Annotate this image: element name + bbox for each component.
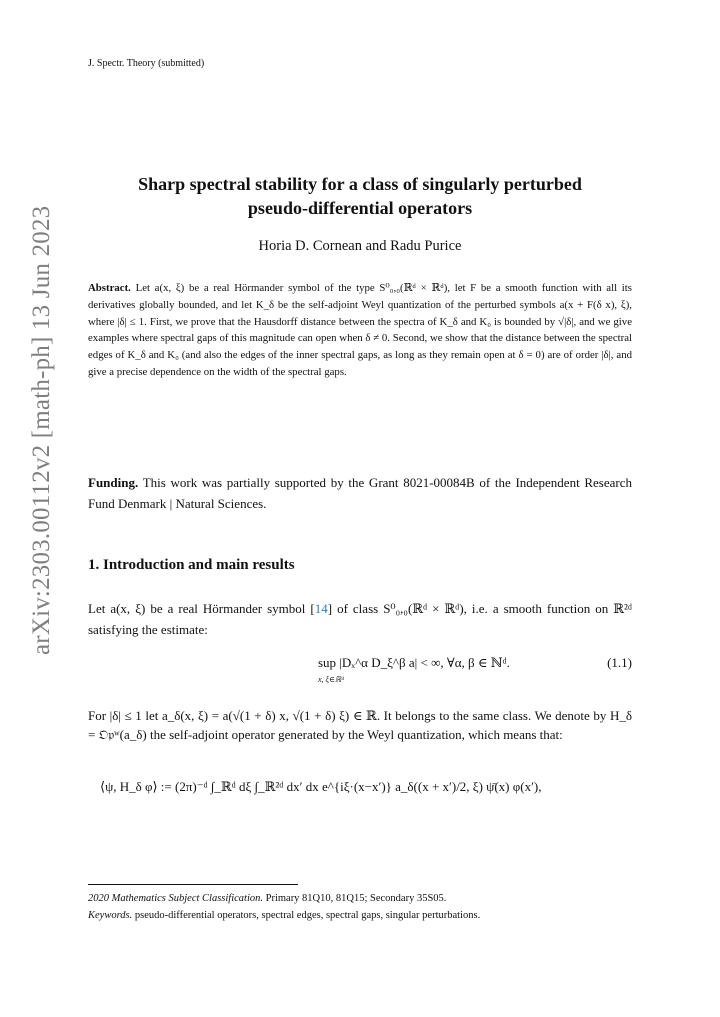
abstract-label: Abstract. — [88, 282, 131, 294]
equation-weyl: ⟨ψ, H_δ φ⟩ := (2π)⁻ᵈ ∫_ℝᵈ dξ ∫_ℝ²ᵈ dx′ dx e^{iξ·(x−x′)} a_δ((x + x′)/2, ξ) ψ̄(x) φ(x′), — [100, 779, 542, 794]
intro-text-a: Let a(x, ξ) be a real Hörmander symbol [ — [88, 601, 315, 616]
footnote-rule — [88, 884, 298, 885]
intro-text-b: ] of class S⁰₀,₀(ℝᵈ × ℝᵈ), i.e. a smooth function on ℝ²ᵈ satisfying the estimate: — [88, 601, 632, 637]
msc-label: 2020 Mathematics Subject Classification. — [88, 893, 263, 904]
funding — [88, 472, 632, 514]
funding-label: Funding. — [88, 475, 139, 490]
keywords-label: Keywords. — [88, 909, 133, 921]
msc-text: Primary 81Q10, 81Q15; Secondary 35S05. — [265, 893, 447, 904]
authors: Horia D. Cornean and Radu Purice — [258, 238, 462, 254]
journal-header: J. Spectr. Theory (submitted) — [88, 58, 205, 69]
funding-text: This work was partially supported by the Grant 8021-00084B of the Independent Research Fund Denmark | Natural Sciences. — [88, 475, 633, 511]
equation-body: sup |Dₓ^α D_ξ^β a| < ∞, ∀α, β ∈ ℕᵈ. — [318, 655, 510, 670]
equation-1-1 — [88, 651, 632, 691]
citation-link[interactable]: 14 — [314, 601, 328, 616]
arxiv-stamp: arXiv:2303.00112v2 [math-ph] 13 Jun 2023 — [28, 205, 55, 655]
footnote-msc — [88, 891, 632, 908]
footnotes — [88, 891, 632, 924]
keywords-text: pseudo-differential operators, spectral edges, spectral gaps, singular perturbations. — [134, 909, 481, 921]
title-line-2: pseudo-differential operators — [247, 198, 473, 218]
equation-subscript: x, ξ∈ℝᵈ — [318, 675, 344, 684]
intro-paragraph-2: For |δ| ≤ 1 let a_δ(x, ξ) = a(√(1 + δ) x, √(1 + δ) ξ) ∈ ℝ. It belongs to the same class. We denote by H_δ = 𝔒𝔭ʷ(a_δ) the self-adjoint operator generated by the Weyl quantization, which means that: — [88, 708, 632, 742]
equation-number: (1.1) — [607, 655, 632, 670]
title-line-1: Sharp spectral stability for a class of singularly perturbed — [138, 174, 582, 194]
section-heading: 1. Introduction and main results — [88, 557, 295, 573]
footnote-keywords — [88, 908, 632, 925]
paper-title — [88, 172, 632, 220]
abstract — [88, 280, 632, 381]
intro-paragraph-1 — [88, 598, 632, 640]
abstract-text: Let a(x, ξ) be a real Hörmander symbol of the type S⁰₀,₀(ℝᵈ × ℝᵈ), let F be a smooth function with all its derivatives globally bounded, and let K_δ be the self-adjoint Weyl quantization of the perturbed symbols a(x + F(δ x), ξ), where |δ| ≤ 1. First, we prove that the Hausdorff distance between the spectra of K_δ and K₀ is bounded by √|δ|, and we give examples where spectral gaps of this magnitude can open when δ ≠ 0. Second, we show that the distance between the spectral edges of K_δ and K₀ (and also the edges of the inner spectral gaps, as long as they remain open at δ = 0) are of order |δ|, and give a precise dependence on the width of the spectral gaps. — [88, 282, 632, 378]
